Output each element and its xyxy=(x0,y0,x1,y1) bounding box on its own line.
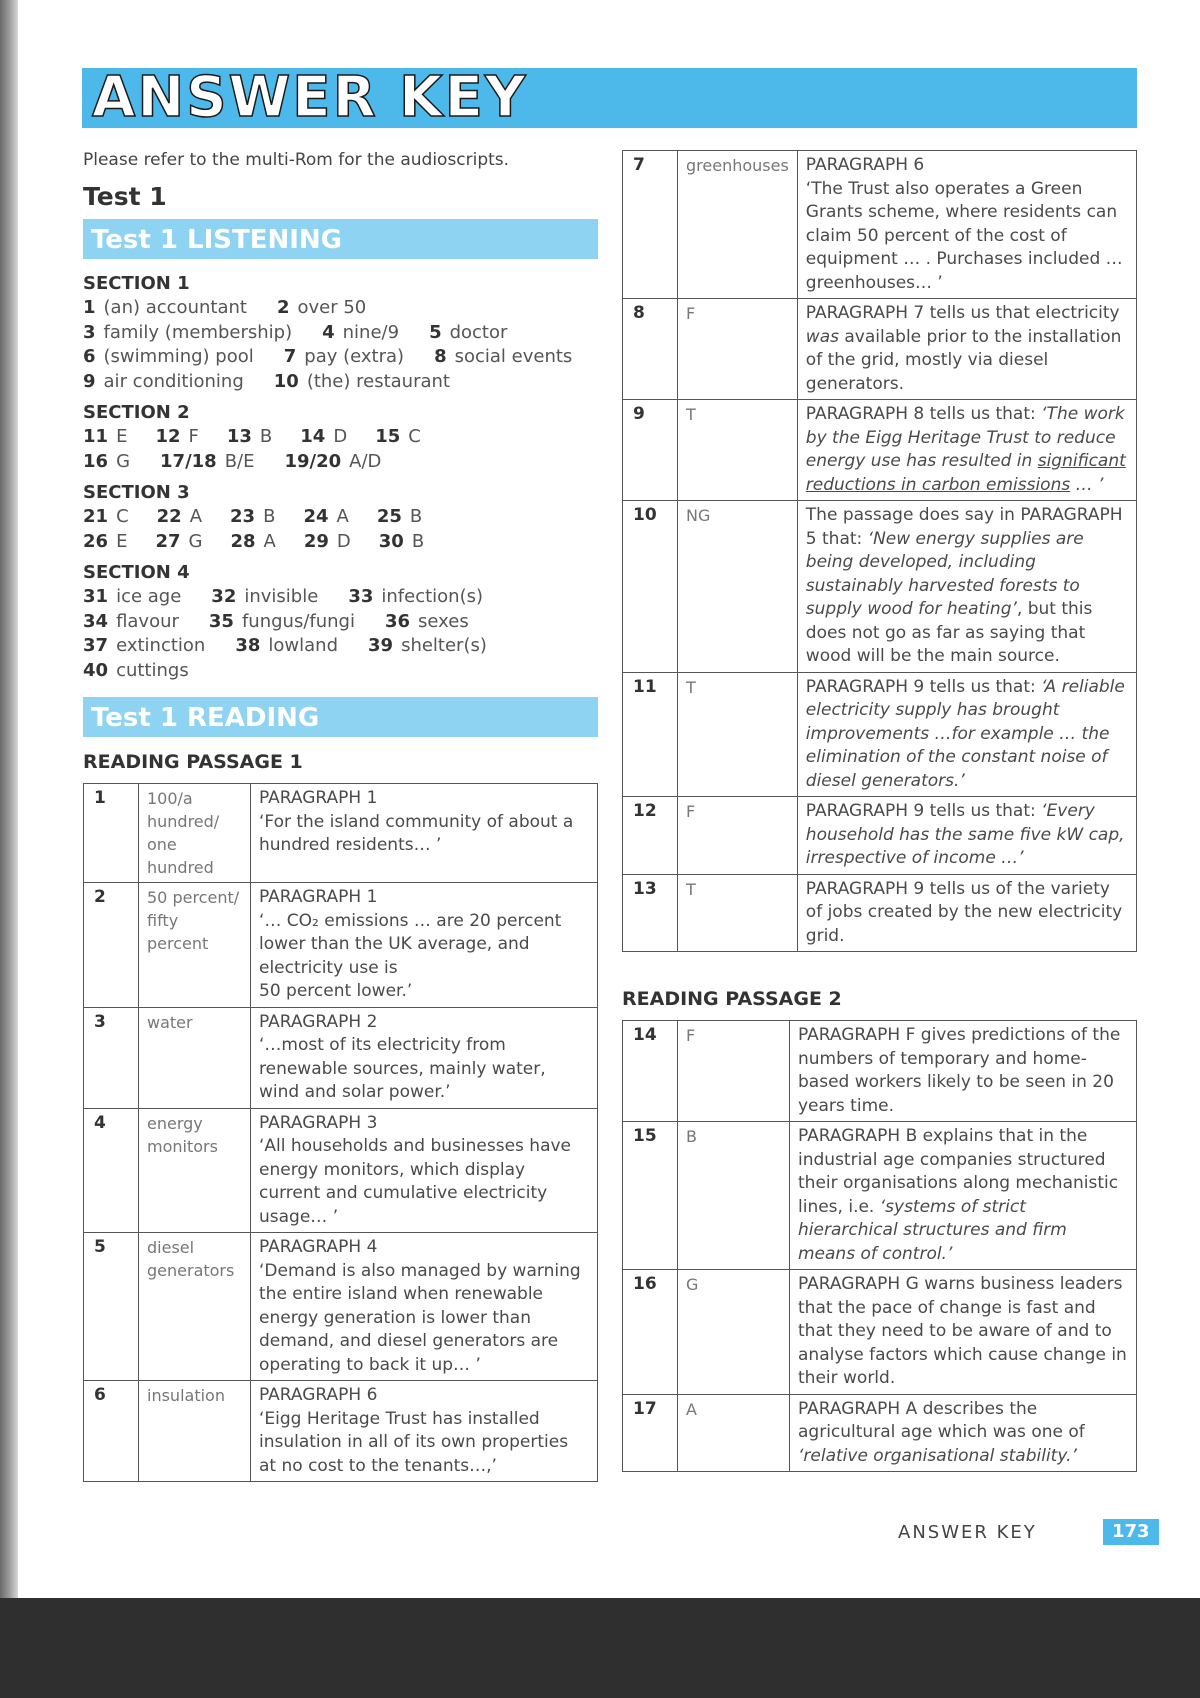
question-number: 35 xyxy=(208,610,234,632)
explanation-text: ‘Demand is also managed by warning the entire island when renewable energy generation is lower than demand, and diesel generators are operating to back it up… ’ xyxy=(259,1260,581,1375)
answer-cell: greenhouses xyxy=(678,151,798,299)
book-spine-shadow xyxy=(0,0,18,1600)
answer-table-row xyxy=(623,501,1137,673)
answer-item xyxy=(155,425,198,450)
answer-cell: A xyxy=(678,1394,790,1472)
answer-text: B xyxy=(263,506,276,527)
answer-item xyxy=(274,370,450,395)
question-number: 40 xyxy=(83,659,109,681)
question-number: 15 xyxy=(623,1122,678,1270)
answer-text: (an) accountant xyxy=(103,297,247,318)
explanation-text: ‘Eigg Heritage Trust has installed insulation in all of its own properties at no cost to the tenants…,’ xyxy=(259,1408,569,1476)
question-number: 4 xyxy=(322,321,335,343)
answer-row xyxy=(83,370,598,395)
answer-text: invisible xyxy=(244,586,319,607)
question-number: 16 xyxy=(83,450,109,472)
explanation-text: ‘…most of its electricity from renewable sources, mainly water, wind and solar power.’ xyxy=(259,1035,546,1102)
answer-row xyxy=(83,585,598,610)
answer-item xyxy=(209,610,355,635)
answer-table-row xyxy=(84,1108,598,1233)
answer-text: lowland xyxy=(268,635,338,656)
explanation-text: ‘New energy supplies are being developed, including sustainably harvested forests to supply wood for heating’ xyxy=(805,528,1084,619)
explanation-text: available prior to the installation of the grid, mostly via diesel generators. xyxy=(805,326,1122,394)
answer-table-row xyxy=(623,874,1137,952)
explanation-text: ‘… CO₂ emissions … are 20 percent lower than the UK average, and electricity use is xyxy=(259,910,562,978)
question-number: 33 xyxy=(348,586,374,607)
answer-table-row xyxy=(84,784,598,883)
question-number: 13 xyxy=(623,874,678,952)
question-number: 12 xyxy=(155,426,181,447)
question-number: 2 xyxy=(84,883,139,1008)
page-title: ANSWER KEY xyxy=(92,65,528,130)
question-number: 30 xyxy=(378,530,404,552)
answer-item xyxy=(348,585,483,610)
answer-item xyxy=(83,321,292,346)
answer-cell: T xyxy=(678,874,798,952)
question-number: 34 xyxy=(83,610,109,632)
explanation-text: ‘The work by the Eigg Heritage Trust to reduce energy use has resulted in xyxy=(805,404,1125,471)
answer-item xyxy=(434,345,572,370)
answer-text: A xyxy=(263,530,276,552)
question-number: 8 xyxy=(434,346,447,367)
explanation-cell xyxy=(797,672,1136,797)
question-number: 4 xyxy=(84,1108,139,1233)
answer-cell: insulation xyxy=(139,1381,251,1482)
question-number: 14 xyxy=(623,1021,678,1122)
explanation-text: PARAGRAPH G warns business leaders that the pace of change is fast and that they need to be aware of and to analyse factors which cause change in their world. xyxy=(798,1274,1127,1388)
answer-item xyxy=(83,450,130,475)
intro-text: Please refer to the multi-Rom for the audioscripts. xyxy=(83,150,510,170)
answer-row xyxy=(83,296,598,321)
answer-cell: NG xyxy=(678,501,798,673)
explanation-text: PARAGRAPH 2 xyxy=(259,1011,378,1032)
explanation-text: ‘All households and businesses have energy monitors, which display current and cumulative electricity usage… ’ xyxy=(259,1136,572,1227)
listening-sections xyxy=(83,273,598,683)
answer-item xyxy=(83,370,244,395)
passage1-table-left xyxy=(83,783,598,1482)
question-number: 8 xyxy=(623,299,678,400)
answer-table-row xyxy=(84,883,598,1008)
explanation-text: was xyxy=(805,326,839,347)
question-number: 17/18 xyxy=(160,450,217,472)
answer-item xyxy=(83,634,205,659)
explanation-cell xyxy=(790,1021,1137,1122)
explanation-cell xyxy=(797,299,1136,400)
explanation-text: significant reductions in carbon emissions xyxy=(805,451,1126,495)
left-column xyxy=(83,150,598,1482)
explanation-text: PARAGRAPH 6 xyxy=(805,155,925,175)
question-number: 1 xyxy=(83,297,96,318)
question-number: 11 xyxy=(83,426,109,447)
answer-item xyxy=(211,585,318,610)
answer-row xyxy=(83,425,598,450)
answer-table-row xyxy=(623,299,1137,400)
explanation-text: ‘A reliable electricity supply has brought improvements …for example … the elimination of the constant noise of diesel generators.’ xyxy=(805,676,1125,791)
explanation-text: PARAGRAPH 7 tells us that electricity xyxy=(805,303,1120,323)
answer-cell: F xyxy=(678,797,798,875)
answer-row xyxy=(83,321,598,346)
explanation-cell xyxy=(251,1381,598,1482)
question-number: 6 xyxy=(84,1381,139,1482)
question-number: 16 xyxy=(623,1270,678,1395)
header-banner xyxy=(82,65,1137,130)
answer-text: air conditioning xyxy=(103,370,244,392)
answer-table-row xyxy=(623,400,1137,501)
answer-text: extinction xyxy=(116,635,206,656)
answer-row xyxy=(83,659,598,684)
question-number: 17 xyxy=(623,1394,678,1472)
answer-item xyxy=(83,505,129,530)
explanation-text: PARAGRAPH 4 xyxy=(259,1237,378,1257)
answer-table-row xyxy=(623,1122,1137,1270)
explanation-cell xyxy=(797,797,1136,875)
question-number: 1 xyxy=(84,784,139,883)
question-number: 14 xyxy=(300,426,326,447)
answer-cell: energy monitors xyxy=(139,1108,251,1233)
answer-row xyxy=(83,610,598,635)
answer-table-row xyxy=(84,1233,598,1381)
answer-item xyxy=(83,345,254,370)
answer-item xyxy=(385,610,469,635)
answer-text: shelter(s) xyxy=(401,635,487,656)
answer-item xyxy=(83,659,189,684)
answer-text: A xyxy=(336,506,349,527)
answer-table-row xyxy=(623,672,1137,797)
answer-cell: water xyxy=(139,1007,251,1108)
answer-item xyxy=(83,425,127,450)
question-number: 2 xyxy=(276,297,290,318)
explanation-cell xyxy=(790,1270,1137,1395)
explanation-text: PARAGRAPH 8 tells us that: xyxy=(805,404,1042,424)
explanation-cell xyxy=(251,1108,598,1233)
explanation-cell xyxy=(790,1122,1137,1270)
explanation-cell xyxy=(790,1394,1137,1472)
explanation-text: ‘Every household has the same five kW cap, irrespective of income …’ xyxy=(805,801,1125,868)
answer-text: sexes xyxy=(418,610,469,632)
explanation-cell xyxy=(251,1007,598,1108)
answer-text: C xyxy=(116,506,129,527)
answer-text: D xyxy=(336,530,351,552)
answer-text: doctor xyxy=(449,321,508,343)
answer-cell: T xyxy=(678,672,798,797)
question-number: 7 xyxy=(283,346,297,367)
question-number: 39 xyxy=(368,635,394,656)
answer-row xyxy=(83,530,598,555)
answer-item xyxy=(377,505,422,530)
explanation-text: PARAGRAPH 6 xyxy=(259,1385,378,1405)
section-title: SECTION 2 xyxy=(83,402,190,423)
answer-item xyxy=(230,530,275,555)
answer-table-row xyxy=(623,797,1137,875)
explanation-cell xyxy=(251,1233,598,1381)
answer-text: flavour xyxy=(116,610,179,632)
question-number: 23 xyxy=(230,506,256,527)
section-title: SECTION 1 xyxy=(83,273,190,294)
explanation-text: , but this does not go as far as saying that wood will be the main source. xyxy=(805,599,1093,666)
question-number: 5 xyxy=(429,321,442,343)
answer-cell: diesel generators xyxy=(139,1233,251,1381)
answer-text: infection(s) xyxy=(381,586,483,607)
answer-row xyxy=(83,505,598,530)
question-number: 19/20 xyxy=(284,450,342,472)
answer-text: B xyxy=(411,530,425,552)
explanation-text: PARAGRAPH 9 tells us of the variety of jobs created by the new electricity grid. xyxy=(805,878,1123,946)
answer-item xyxy=(235,634,338,659)
answer-table-row xyxy=(84,1381,598,1482)
question-number: 5 xyxy=(84,1233,139,1381)
answer-text: pay (extra) xyxy=(304,346,405,367)
passage1-table-right xyxy=(622,150,1137,952)
page-footer xyxy=(898,1519,1159,1545)
answer-cell: 50 percent/ fifty percent xyxy=(139,883,251,1008)
answer-text: C xyxy=(408,426,421,447)
answer-table-row xyxy=(623,1270,1137,1395)
answer-table-row xyxy=(623,1394,1137,1472)
answer-cell: F xyxy=(678,299,798,400)
answer-item xyxy=(375,425,421,450)
question-number: 15 xyxy=(375,426,401,447)
question-number: 32 xyxy=(211,586,237,607)
explanation-cell xyxy=(251,883,598,1008)
answer-row xyxy=(83,345,598,370)
answer-table-row xyxy=(623,1021,1137,1122)
question-number: 27 xyxy=(155,530,181,552)
answer-item xyxy=(83,585,181,610)
question-number: 37 xyxy=(83,635,109,656)
answer-item xyxy=(277,296,366,321)
question-number: 9 xyxy=(623,400,678,501)
answer-item xyxy=(304,530,351,555)
question-number: 25 xyxy=(376,506,402,527)
question-number: 29 xyxy=(303,530,329,552)
explanation-cell xyxy=(251,784,598,883)
answer-cell: 100/a hundred/ one hundred xyxy=(139,784,251,883)
explanation-cell xyxy=(797,400,1136,501)
answer-text: social events xyxy=(454,346,573,367)
answer-item xyxy=(160,450,254,475)
question-number: 3 xyxy=(84,1007,139,1108)
question-number: 11 xyxy=(623,672,678,797)
explanation-text: … ’ xyxy=(1070,474,1104,495)
answer-text: B xyxy=(259,426,273,447)
explanation-text: ‘relative organisational stability.’ xyxy=(798,1445,1077,1466)
question-number: 22 xyxy=(156,506,182,527)
passage1-title: READING PASSAGE 1 xyxy=(83,751,303,773)
question-number: 21 xyxy=(83,506,109,527)
answer-cell: T xyxy=(678,400,798,501)
answer-text: E xyxy=(116,530,128,552)
explanation-cell xyxy=(797,151,1136,299)
answer-text: (the) restaurant xyxy=(306,370,450,392)
answer-text: E xyxy=(116,426,128,447)
answer-item xyxy=(83,610,179,635)
question-number: 10 xyxy=(273,370,299,392)
answer-table-row xyxy=(84,1007,598,1108)
answer-text: D xyxy=(333,426,348,447)
answer-text: (swimming) pool xyxy=(103,346,254,367)
explanation-text: PARAGRAPH B explains that in the industrial age companies structured their organisations along mechanistic lines, i.e. xyxy=(798,1126,1119,1217)
answer-text: F xyxy=(188,426,199,447)
footer-label: ANSWER KEY xyxy=(898,1521,1037,1543)
explanation-text: The passage does say in PARAGRAPH 5 that: xyxy=(805,505,1123,549)
question-number: 12 xyxy=(623,797,678,875)
explanation-text: ‘systems of strict hierarchical structures and firm means of control.’ xyxy=(798,1196,1067,1264)
question-number: 38 xyxy=(235,635,261,656)
answer-text: nine/9 xyxy=(342,321,400,343)
explanation-text: ‘For the island community of about a hundred residents… ’ xyxy=(259,811,574,855)
test-heading: Test 1 xyxy=(83,182,167,211)
answer-text: A/D xyxy=(349,450,382,472)
question-number: 7 xyxy=(623,151,678,299)
answer-item xyxy=(227,425,272,450)
scan-bottom-band xyxy=(0,1598,1200,1698)
question-number: 28 xyxy=(230,530,256,552)
answer-text: B xyxy=(409,506,423,527)
answer-item xyxy=(83,530,127,555)
question-number: 13 xyxy=(226,426,252,447)
answer-item xyxy=(429,321,507,346)
answer-item xyxy=(157,505,202,530)
explanation-text: PARAGRAPH 3 xyxy=(259,1112,378,1133)
answer-text: family (membership) xyxy=(103,321,293,343)
answer-table-row xyxy=(623,151,1137,299)
section-title: SECTION 3 xyxy=(83,482,190,503)
answer-item xyxy=(379,530,424,555)
listening-bar: Test 1 LISTENING xyxy=(83,219,598,259)
passage2-title: READING PASSAGE 2 xyxy=(622,988,842,1010)
question-number: 10 xyxy=(623,501,678,673)
explanation-text: PARAGRAPH A describes the agricultural age which was one of xyxy=(798,1398,1085,1442)
answer-text: G xyxy=(116,450,131,472)
answer-text: A xyxy=(189,506,203,527)
answer-text: fungus/fungi xyxy=(241,610,355,632)
answer-text: G xyxy=(188,530,203,552)
answer-cell: B xyxy=(678,1122,790,1270)
question-number: 26 xyxy=(83,530,109,552)
section-title: SECTION 4 xyxy=(83,562,190,583)
explanation-cell xyxy=(797,501,1136,673)
explanation-text: PARAGRAPH 9 tells us that: xyxy=(805,676,1042,697)
explanation-text: 50 percent lower.’ xyxy=(259,981,413,1001)
right-column xyxy=(622,150,1137,1472)
answer-item xyxy=(300,425,347,450)
explanation-cell xyxy=(797,874,1136,952)
explanation-text: PARAGRAPH 9 tells us that: xyxy=(805,801,1042,821)
answer-item xyxy=(322,321,399,346)
question-number: 31 xyxy=(83,586,109,607)
answer-row xyxy=(83,634,598,659)
reading-bar: Test 1 READING xyxy=(83,697,598,737)
answer-item xyxy=(368,634,487,659)
explanation-text: PARAGRAPH 1 xyxy=(259,788,378,808)
passage2-table xyxy=(622,1020,1137,1472)
answer-item xyxy=(284,450,381,475)
answer-text: ice age xyxy=(116,586,182,607)
answer-item xyxy=(284,345,404,370)
answer-item xyxy=(83,296,247,321)
explanation-text: ‘The Trust also operates a Green Grants scheme, where residents can claim 50 percent of the cost of equipment … . Purchases included … greenhouses… ’ xyxy=(805,178,1123,293)
question-number: 3 xyxy=(83,321,96,343)
answer-cell: F xyxy=(678,1021,790,1122)
question-number: 6 xyxy=(83,346,96,367)
answer-row xyxy=(83,450,598,475)
question-number: 9 xyxy=(83,370,96,392)
answer-item xyxy=(230,505,275,530)
answer-cell: G xyxy=(678,1270,790,1395)
answer-text: cuttings xyxy=(116,659,189,681)
explanation-text: PARAGRAPH F gives predictions of the numbers of temporary and home-based workers likely to be seen in 20 years time. xyxy=(798,1025,1121,1116)
answer-item xyxy=(155,530,202,555)
answer-text: B/E xyxy=(224,450,255,472)
answer-item xyxy=(303,505,348,530)
page-number: 173 xyxy=(1103,1519,1159,1545)
answer-text: over 50 xyxy=(297,297,367,318)
question-number: 36 xyxy=(384,610,411,632)
question-number: 24 xyxy=(303,506,329,527)
explanation-text: PARAGRAPH 1 xyxy=(259,887,378,907)
